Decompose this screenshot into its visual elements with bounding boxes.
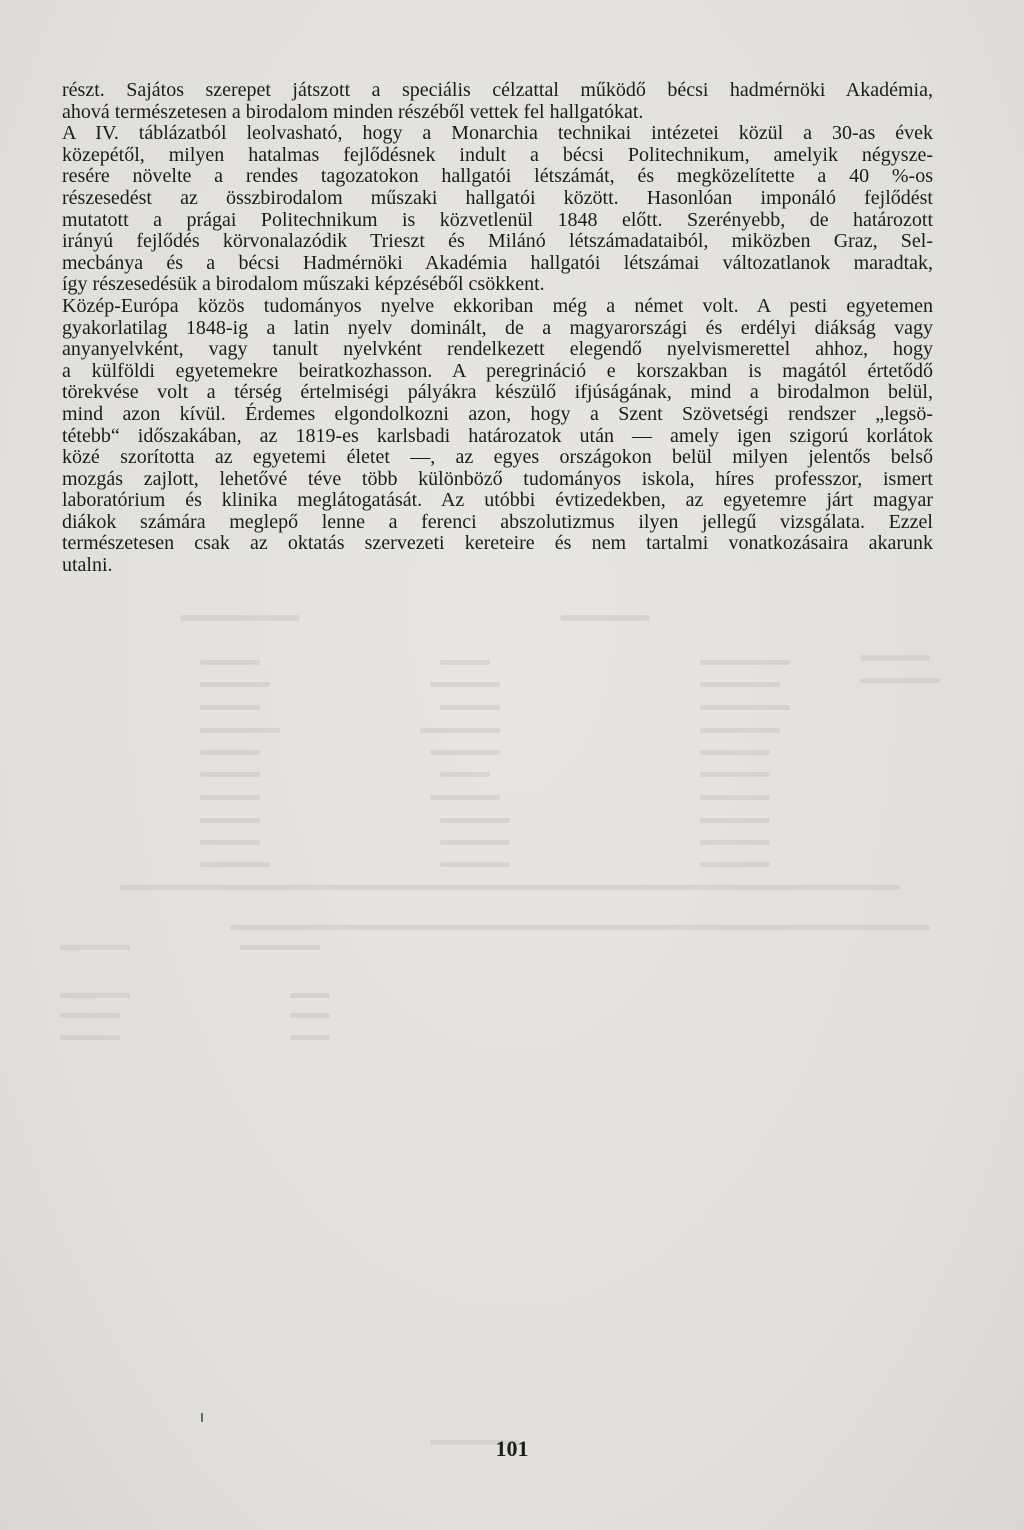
text-line: gyakorlatilag 1848-ig a latin nyelv dominált, de a magyarországi és erdélyi diákság vagy [62, 316, 933, 339]
text-line: így részesedésük a birodalom műszaki képzéséből csökkent. [62, 273, 545, 296]
page-number: 101 [495, 1436, 529, 1461]
text-line: laboratórium és klinika meglátogatását. Az utóbbi évtizedekben, az egyetemre járt magyar [62, 489, 933, 512]
text-line: diákok számára meglepő lenne a ferenci abszolutizmus ilyen jellegű vizsgálata. Ezzel [62, 510, 933, 533]
text-line: részesedést az összbirodalom műszaki hallgatói között. Hasonlóan imponáló fejlődést [62, 186, 933, 209]
text-line: anyanyelvként, vagy tanult nyelvként rendelkezett elegendő nyelvismerettel ahhoz, hogy [62, 338, 933, 361]
text-line: mind azon kívül. Érdemes elgondolkozni azon, hogy a Szent Szövetségi rendszer „legsö- [62, 402, 933, 425]
text-line: utalni. [62, 554, 113, 577]
text-line: mecbánya és a bécsi Hadmérnöki Akadémia hallgatói létszámai változatlanok maradtak, [62, 251, 933, 274]
text-line: mutatott a prágai Politechnikum is közvetlenül 1848 előtt. Szerényebb, de határozott [62, 208, 933, 231]
text-line: irányú fejlődés körvonalazódik Trieszt és Milánó létszámadataiból, miközben Graz, Sel- [62, 230, 933, 253]
scan-speck [201, 1413, 203, 1422]
text-line: Közép-Európa közös tudományos nyelve ekkoriban még a német volt. A pesti egyetemen [62, 294, 933, 317]
text-line: A IV. táblázatból leolvasható, hogy a Monarchia technikai intézetei közül a 30-as évek [62, 122, 933, 145]
text-line: természetesen csak az oktatás szervezeti kereteire és nem tartalmi vonatkozásaira akarunk [62, 532, 933, 555]
text-line: resére növelte a rendes tagozatokon hallgatói létszámát, és megközelítette a 40 %-os [62, 165, 933, 188]
text-line: mozgás zajlott, lehetővé téve több különböző tudományos iskola, híres professzor, ismert [62, 467, 933, 490]
text-line: tétebb“ időszakában, az 1819-es karlsbadi határozatok után — amely igen szigorú korlátok [62, 424, 933, 447]
text-line: közé szorította az egyetemi életet —, az egyes országokon belül milyen jelentős belső [62, 446, 933, 469]
text-line: törekvése volt a térség értelmiségi pályákra készülő ifjúságának, mind a birodalmon belül, [62, 381, 933, 404]
text-line: részt. Sajátos szerepet játszott a speciális célzattal működő bécsi hadmérnöki Akadémia, [62, 79, 933, 101]
text-line: közepétől, milyen hatalmas fejlődésnek indult a bécsi Politechnikum, amelyik négysze- [62, 143, 933, 166]
text-line: ahová természetesen a birodalom minden részéből vettek fel hallgatókat. [62, 100, 644, 123]
text-line: a külföldi egyetemekre beiratkozhasson. A peregrináció e korszakban is magától értetődő [62, 359, 933, 382]
body-text [62, 80, 933, 577]
